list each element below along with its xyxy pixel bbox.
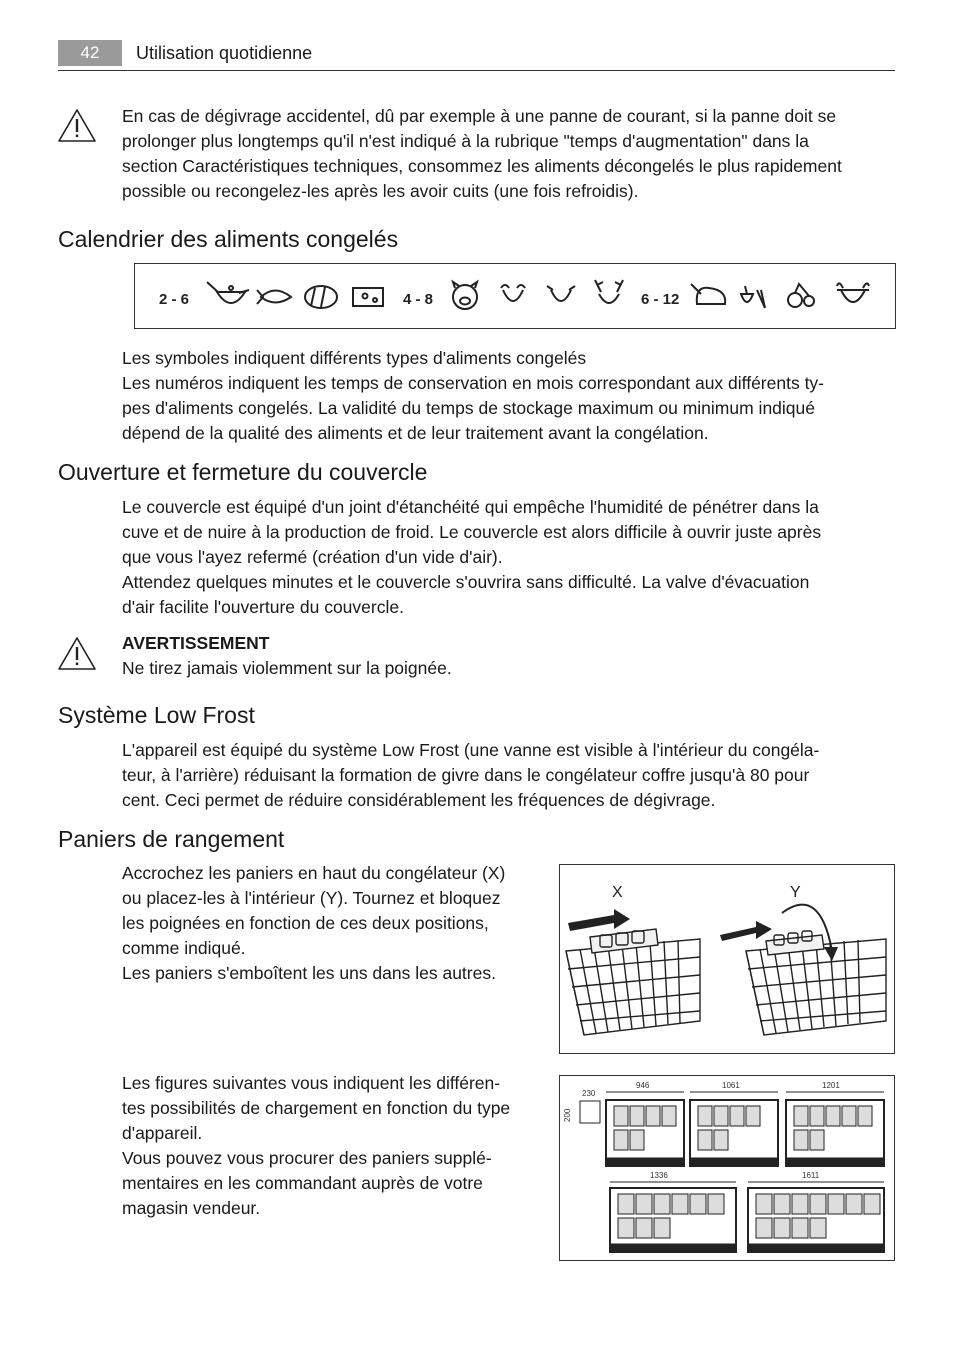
calendar-title: Calendrier des aliments congelés: [58, 226, 399, 252]
sheep-icon: [501, 285, 525, 301]
basket-positions-illustration: [560, 865, 894, 1053]
freezer-1336: [610, 1188, 736, 1252]
months-label-4-8: 4 - 8: [403, 291, 434, 308]
warning-triangle-icon: [57, 108, 97, 144]
beef-icon: [837, 283, 869, 302]
calf-icon: [547, 286, 575, 301]
bread-icon: [305, 286, 337, 308]
warning-thaw-text: En cas de dégivrage accidentel, dû par exemple à une panne de courant, si la panne doit se prolonger plus longtemps qu'il n'est indiqué à la rubrique "temps d'augmentation" dans la section Caractéristiques techniques, consommez les aliments décongelés le plus rapidement possible ou recongelez-les après les avoir cuits (une fois refroidis).: [122, 106, 842, 201]
fish-icon: [257, 290, 291, 304]
basket-x: [566, 929, 700, 1035]
basket-y: [746, 931, 886, 1035]
basket-height-label: 200: [563, 1108, 572, 1122]
freezer-1061: [690, 1100, 778, 1166]
freezer-1201: [786, 1100, 884, 1166]
warning-handle-text: Ne tirez jamais violemment sur la poignée.: [122, 658, 452, 678]
freezer-946: [606, 1100, 684, 1166]
page-number: 42: [58, 40, 122, 66]
lid-title: Ouverture et fermeture du couvercle: [58, 459, 428, 485]
baskets-title: Paniers de rangement: [58, 826, 285, 852]
running-header: Utilisation quotidienne: [136, 43, 313, 63]
freezing-calendar-frame: [134, 263, 896, 329]
freezer-1611: [748, 1188, 884, 1252]
baskets-description: Accrochez les paniers en haut du congélateur (X) ou placez-les à l'intérieur (Y). Tournez et bloquez les poignées en fonction de ces deux positions, comme indiqué. Les paniers s'emboîtent les uns dans les autres.: [122, 863, 506, 983]
loading-description: Les figures suivantes vous indiquent les différen- tes possibilités de chargement en fonction du type d'appareil. Vous pouvez vous procurer des paniers supplé- mentaires en les commandant auprès de votre magasin vendeur.: [122, 1073, 511, 1218]
width-1061-label: 1061: [722, 1081, 740, 1090]
warning-title: AVERTISSEMENT: [122, 633, 270, 653]
width-946-label: 946: [636, 1081, 650, 1090]
fruit-icon: [788, 284, 814, 307]
lowfrost-description: L'appareil est équipé du système Low Frost (une vanne est visible à l'intérieur du congéla- teur, à l'arrière) réduisant la formation de givre dans le congélateur coffre jusqu'à 80 pour cent. Ceci permet de réduire considérablement les fréquences de dégivrage.: [122, 740, 820, 810]
label-x: X: [612, 884, 623, 901]
pig-icon: [453, 282, 477, 309]
months-label-6-12: 6 - 12: [641, 291, 680, 308]
basket-width-label: 230: [582, 1089, 596, 1098]
warning-triangle-icon: [57, 636, 97, 672]
calendar-description: Les symboles indiquent différents types d'aliments congelés Les numéros indiquent les temps de conservation en mois correspondant aux différents ty- pes d'aliments congelés. La validité du temps de stockage maximum ou minimum indiqué dépend de la qualité des aliments et de leur traitement avant la congélation.: [122, 348, 825, 443]
loading-configurations-figure: [559, 1075, 895, 1261]
width-1201-label: 1201: [822, 1081, 840, 1090]
freezing-calendar-strip: [135, 264, 895, 328]
lid-description: Le couvercle est équipé d'un joint d'étanchéité qui empêche l'humidité de pénétrer dans la cuve et de nuire à la production de froid. Le couvercle est alors difficile à ouvrir juste après que vous l'ayez refermé (création d'un vide d'air). Attendez quelques minutes et le couvercle s'ouvrira sans difficulté. La valve d'évacuation d'air facilite l'ouverture du couvercle.: [122, 497, 822, 617]
poultry-icon: [691, 284, 725, 304]
basket-positions-figure: [559, 864, 895, 1054]
vegetables-icon: [741, 286, 765, 308]
loading-configurations-diagram: [560, 1076, 894, 1260]
deer-icon: [595, 280, 623, 303]
width-1336-label: 1336: [650, 1171, 668, 1180]
width-1611-label: 1611: [802, 1171, 820, 1180]
arrow-in-icon: [720, 921, 772, 941]
pot-icon: [207, 282, 249, 303]
header-rule: [58, 70, 895, 71]
months-label-2-6: 2 - 6: [159, 291, 190, 308]
lowfrost-title: Système Low Frost: [58, 702, 255, 728]
arrow-out-icon: [568, 909, 630, 931]
label-y: Y: [790, 884, 801, 901]
cheese-icon: [353, 288, 383, 306]
